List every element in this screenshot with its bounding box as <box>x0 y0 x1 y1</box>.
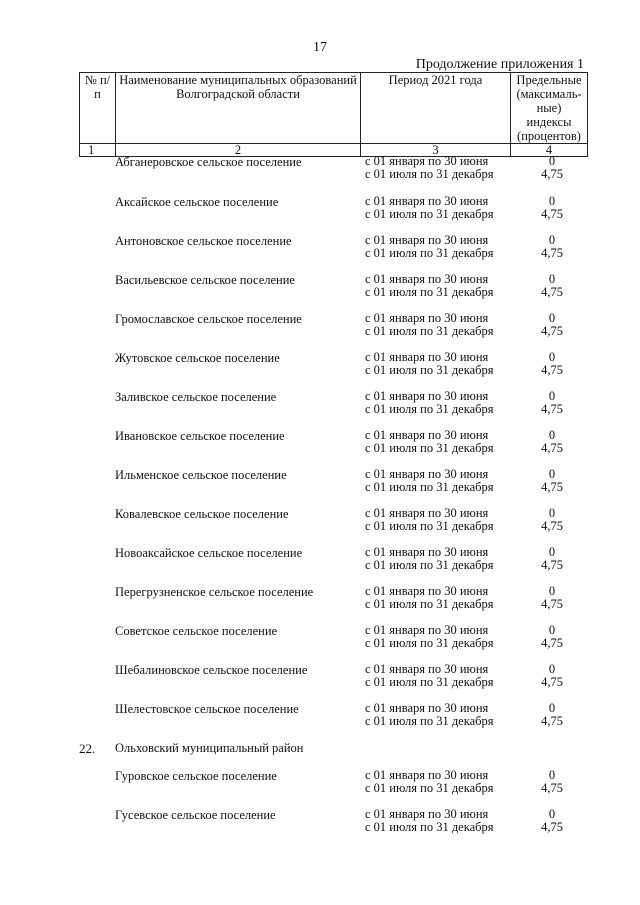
district-name: Ольховский муниципальный район <box>115 741 304 755</box>
index-first-half: 0 <box>548 807 556 821</box>
index-first-half: 0 <box>548 584 556 598</box>
index-cell <box>517 155 587 181</box>
page-number: 17 <box>313 40 327 55</box>
period-second-half: с 01 июля по 31 декабря <box>365 402 494 416</box>
index-cell <box>517 769 587 795</box>
period-first-half: с 01 января по 30 июня <box>365 311 489 325</box>
index-second-half: 4,75 <box>541 167 563 181</box>
period-second-half: с 01 июля по 31 декабря <box>365 207 494 221</box>
period-first-half: с 01 января по 30 июня <box>365 768 489 782</box>
period-second-half: с 01 июля по 31 декабря <box>365 246 494 260</box>
index-cell <box>517 234 587 260</box>
table-row <box>79 760 587 799</box>
index-first-half: 0 <box>548 428 556 442</box>
index-cell <box>517 546 587 572</box>
index-first-half: 0 <box>548 701 556 715</box>
table-row <box>79 381 587 420</box>
settlement-name: Новоаксайское сельское поселение <box>115 546 303 560</box>
settlement-name: Перегрузненское сельское поселение <box>115 585 314 599</box>
period-first-half: с 01 января по 30 июня <box>365 467 489 481</box>
period-first-half: с 01 января по 30 июня <box>365 662 489 676</box>
table-row <box>79 459 587 498</box>
index-first-half: 0 <box>548 272 556 286</box>
header-index: Предельные (максималь-ные) индексы (процентов) <box>511 73 588 144</box>
period-cell <box>365 702 515 728</box>
column-number-1: 1 <box>80 144 116 157</box>
column-number-4: 4 <box>511 144 588 157</box>
period-cell <box>365 234 515 260</box>
index-first-half: 0 <box>548 311 556 325</box>
period-cell <box>365 312 515 338</box>
index-cell <box>517 312 587 338</box>
index-second-half: 4,75 <box>541 480 563 494</box>
table-row <box>79 186 587 225</box>
index-first-half: 0 <box>548 233 556 247</box>
period-first-half: с 01 января по 30 июня <box>365 350 489 364</box>
period-cell <box>365 624 515 650</box>
settlement-name: Ковалевское сельское поселение <box>115 507 289 521</box>
header-name: Наименование муниципальных образований Волгоградской области <box>116 73 361 144</box>
column-number-2: 2 <box>116 144 361 157</box>
index-cell <box>517 390 587 416</box>
settlement-name: Гуровское сельское поселение <box>115 769 277 783</box>
settlement-name: Ильменское сельское поселение <box>115 468 287 482</box>
period-cell <box>365 546 515 572</box>
settlement-name: Шелестовское сельское поселение <box>115 702 299 716</box>
index-cell <box>517 663 587 689</box>
header-number: № п/п <box>80 73 116 144</box>
period-first-half: с 01 января по 30 июня <box>365 272 489 286</box>
index-second-half: 4,75 <box>541 285 563 299</box>
table-header <box>79 72 588 157</box>
index-cell <box>517 468 587 494</box>
index-first-half: 0 <box>548 545 556 559</box>
index-cell <box>517 429 587 455</box>
index-second-half: 4,75 <box>541 207 563 221</box>
header-period: Период 2021 года <box>361 73 511 144</box>
table-row <box>79 537 587 576</box>
period-first-half: с 01 января по 30 июня <box>365 584 489 598</box>
index-cell <box>517 195 587 221</box>
index-first-half: 0 <box>548 389 556 403</box>
settlement-name: Громославское сельское поселение <box>115 312 302 326</box>
table-row <box>79 615 587 654</box>
settlement-name: Шебалиновское сельское поселение <box>115 663 308 677</box>
period-first-half: с 01 января по 30 июня <box>365 623 489 637</box>
period-first-half: с 01 января по 30 июня <box>365 807 489 821</box>
index-second-half: 4,75 <box>541 246 563 260</box>
index-first-half: 0 <box>548 350 556 364</box>
period-cell <box>365 390 515 416</box>
index-second-half: 4,75 <box>541 636 563 650</box>
period-cell <box>365 585 515 611</box>
index-first-half: 0 <box>548 623 556 637</box>
period-second-half: с 01 июля по 31 декабря <box>365 324 494 338</box>
table-row <box>79 420 587 459</box>
table-row <box>79 147 587 186</box>
period-cell <box>365 429 515 455</box>
table-row <box>79 693 587 732</box>
index-first-half: 0 <box>548 506 556 520</box>
period-second-half: с 01 июля по 31 декабря <box>365 675 494 689</box>
period-second-half: с 01 июля по 31 декабря <box>365 480 494 494</box>
period-first-half: с 01 января по 30 июня <box>365 545 489 559</box>
index-first-half: 0 <box>548 662 556 676</box>
period-first-half: с 01 января по 30 июня <box>365 233 489 247</box>
index-second-half: 4,75 <box>541 820 563 834</box>
index-first-half: 0 <box>548 467 556 481</box>
settlement-name: Заливское сельское поселение <box>115 390 277 404</box>
continuation-note: Продолжение приложения 1 <box>415 57 584 72</box>
period-second-half: с 01 июля по 31 декабря <box>365 285 494 299</box>
index-cell <box>517 624 587 650</box>
period-cell <box>365 195 515 221</box>
index-second-half: 4,75 <box>541 597 563 611</box>
period-cell <box>365 468 515 494</box>
index-second-half: 4,75 <box>541 519 563 533</box>
settlement-name: Васильевское сельское поселение <box>115 273 295 287</box>
period-second-half: с 01 июля по 31 декабря <box>365 363 494 377</box>
index-cell <box>517 273 587 299</box>
index-second-half: 4,75 <box>541 675 563 689</box>
settlement-name: Ивановское сельское поселение <box>115 429 285 443</box>
index-second-half: 4,75 <box>541 324 563 338</box>
column-number-3: 3 <box>361 144 511 157</box>
period-second-half: с 01 июля по 31 декабря <box>365 820 494 834</box>
table-row <box>79 303 587 342</box>
index-cell <box>517 351 587 377</box>
row-number: 22. <box>79 741 96 756</box>
table-row <box>79 576 587 615</box>
period-first-half: с 01 января по 30 июня <box>365 701 489 715</box>
index-cell <box>517 702 587 728</box>
district-row <box>79 732 587 760</box>
table-row <box>79 225 587 264</box>
period-cell <box>365 155 515 181</box>
table-row <box>79 342 587 381</box>
period-second-half: с 01 июля по 31 декабря <box>365 781 494 795</box>
settlement-name: Аксайское сельское поселение <box>115 195 279 209</box>
period-first-half: с 01 января по 30 июня <box>365 154 489 168</box>
period-cell <box>365 808 515 834</box>
table-row <box>79 654 587 693</box>
index-second-half: 4,75 <box>541 714 563 728</box>
settlement-name: Жутовское сельское поселение <box>115 351 280 365</box>
period-second-half: с 01 июля по 31 декабря <box>365 167 494 181</box>
settlement-name: Гусевское сельское поселение <box>115 808 276 822</box>
period-second-half: с 01 июля по 31 декабря <box>365 519 494 533</box>
period-first-half: с 01 января по 30 июня <box>365 506 489 520</box>
index-first-half: 0 <box>548 768 556 782</box>
index-second-half: 4,75 <box>541 402 563 416</box>
table-row <box>79 799 587 838</box>
period-cell <box>365 769 515 795</box>
index-second-half: 4,75 <box>541 558 563 572</box>
index-second-half: 4,75 <box>541 363 563 377</box>
period-second-half: с 01 июля по 31 декабря <box>365 714 494 728</box>
settlement-name: Абганеровское сельское поселение <box>115 155 302 169</box>
period-cell <box>365 663 515 689</box>
period-cell <box>365 507 515 533</box>
table-row <box>79 498 587 537</box>
period-second-half: с 01 июля по 31 декабря <box>365 441 494 455</box>
index-cell <box>517 585 587 611</box>
table-row <box>79 264 587 303</box>
index-second-half: 4,75 <box>541 441 563 455</box>
period-second-half: с 01 июля по 31 декабря <box>365 597 494 611</box>
period-second-half: с 01 июля по 31 декабря <box>365 636 494 650</box>
index-cell <box>517 808 587 834</box>
settlement-name: Советское сельское поселение <box>115 624 278 638</box>
index-cell <box>517 507 587 533</box>
period-cell <box>365 273 515 299</box>
index-first-half: 0 <box>548 194 556 208</box>
settlement-name: Антоновское сельское поселение <box>115 234 292 248</box>
period-first-half: с 01 января по 30 июня <box>365 389 489 403</box>
table-body <box>79 147 587 838</box>
period-second-half: с 01 июля по 31 декабря <box>365 558 494 572</box>
period-first-half: с 01 января по 30 июня <box>365 428 489 442</box>
period-cell <box>365 351 515 377</box>
index-first-half: 0 <box>548 154 556 168</box>
period-first-half: с 01 января по 30 июня <box>365 194 489 208</box>
index-second-half: 4,75 <box>541 781 563 795</box>
